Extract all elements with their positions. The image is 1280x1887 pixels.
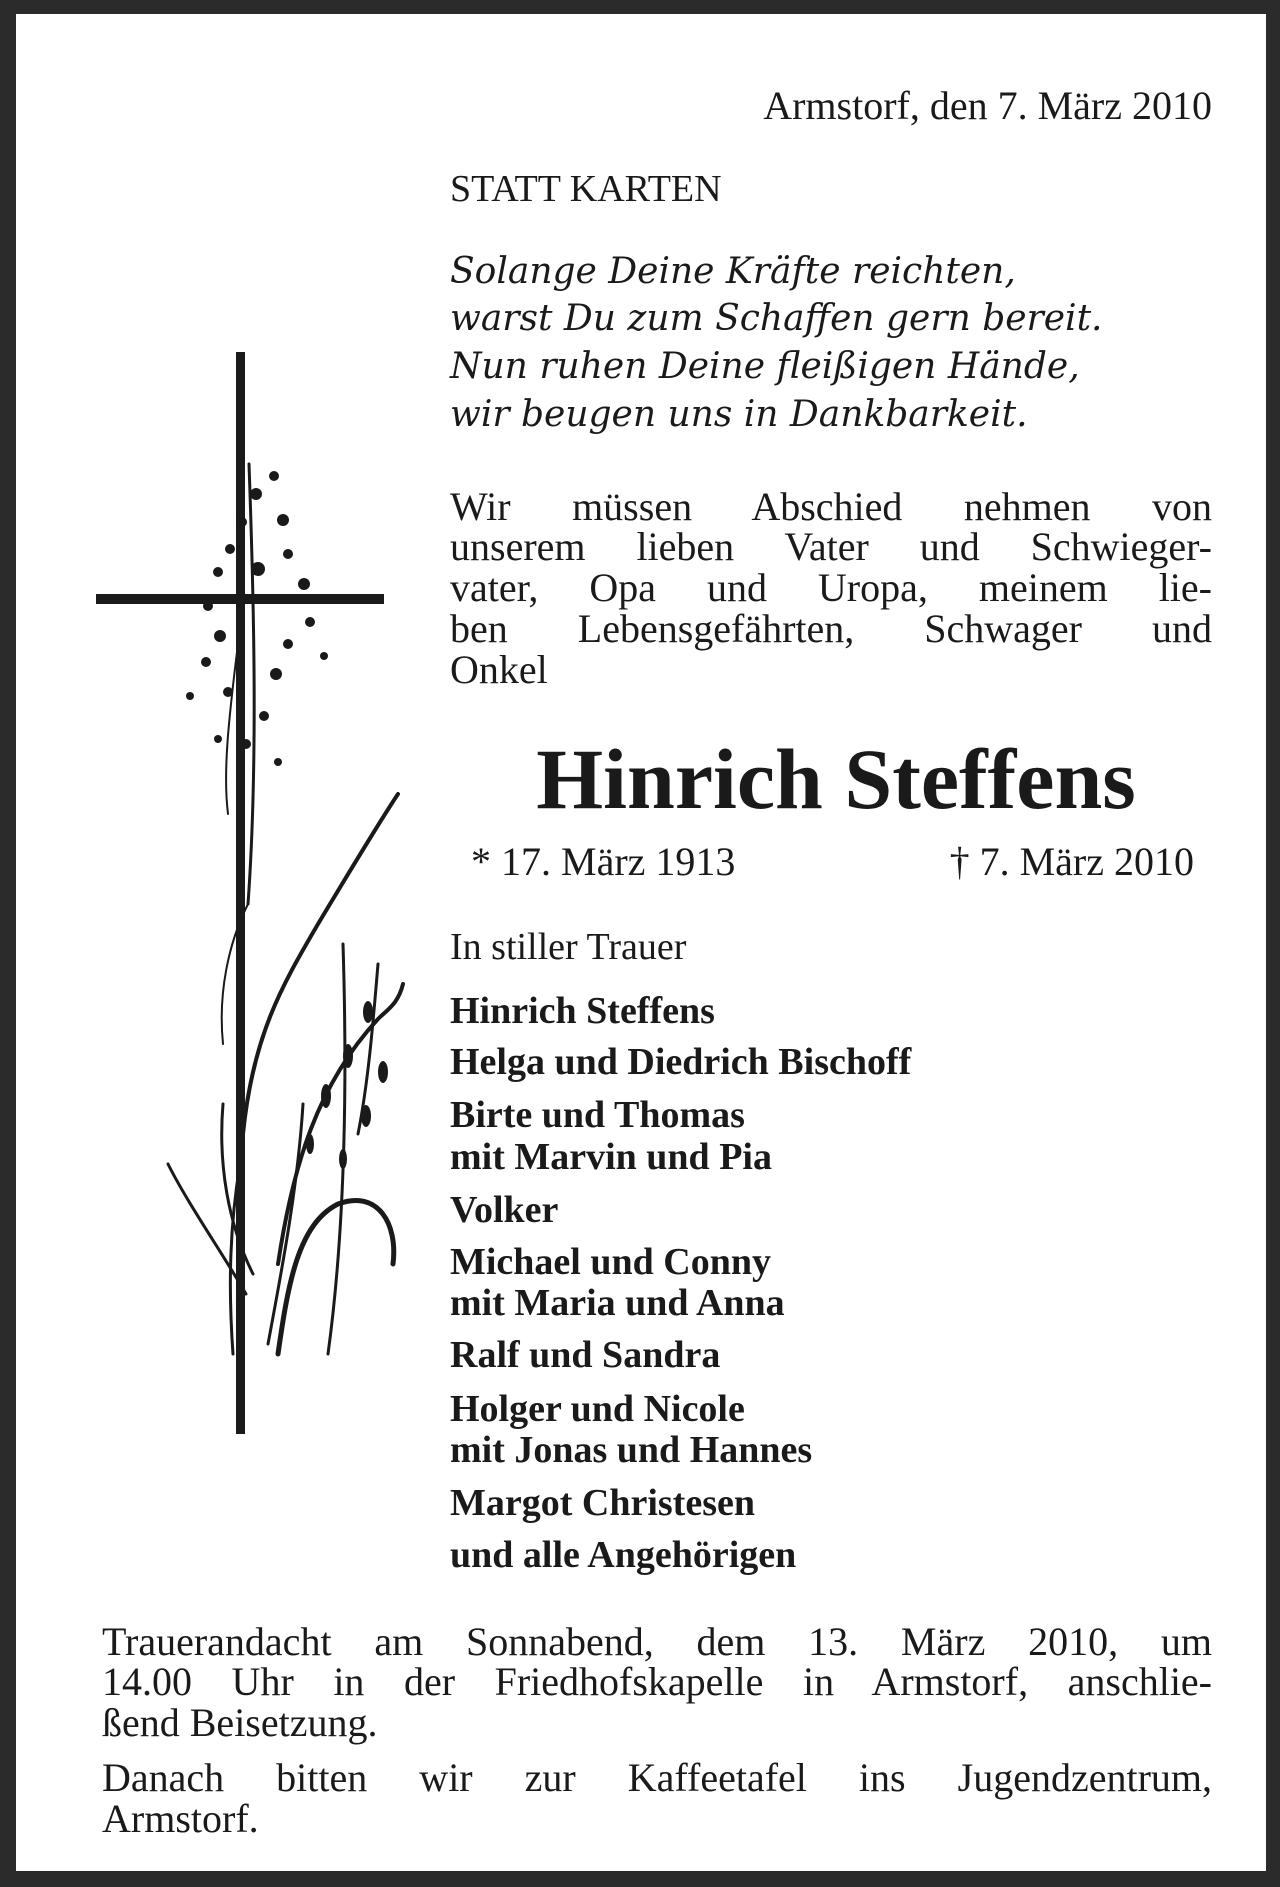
- mourner: und alle Angehörigen: [450, 1534, 797, 1576]
- mourner: Michael und Conny: [450, 1241, 771, 1283]
- deceased-name: Hinrich Steffens: [536, 731, 1136, 827]
- service-line: 14.00 Uhr in der Friedhofskapelle in Armstorf, anschlie-: [102, 1659, 1212, 1704]
- mourner: Helga und Diedrich Bischoff: [450, 1041, 912, 1083]
- poem-line: Nun ruhen Deine fleißigen Hände,: [450, 346, 1080, 387]
- reception-line: Armstorf.: [102, 1796, 259, 1841]
- mourner: mit Maria und Anna: [450, 1282, 785, 1324]
- statt-karten-label: STATT KARTEN: [450, 168, 722, 210]
- mourner: mit Jonas und Hannes: [450, 1429, 813, 1471]
- cross-with-grass-illustration: [78, 344, 408, 1444]
- reception-line: Danach bitten wir zur Kaffeetafel ins Jugendzentrum,: [102, 1755, 1212, 1800]
- mourner: Birte und Thomas: [450, 1094, 745, 1136]
- service-line: Trauerandacht am Sonnabend, dem 13. März 2010, um: [102, 1619, 1212, 1664]
- mourner: Holger und Nicole: [450, 1388, 745, 1430]
- mourner: Margot Christesen: [450, 1482, 755, 1524]
- announcement-line: vater, Opa und Uropa, meinem lie-: [450, 565, 1212, 610]
- poem-line: Solange Deine Kräfte reichten,: [450, 251, 1016, 292]
- death-date: † 7. März 2010: [949, 839, 1194, 884]
- service-line: ßend Beisetzung.: [102, 1700, 378, 1745]
- mourner: Volker: [450, 1189, 559, 1231]
- mourner: mit Marvin und Pia: [450, 1136, 772, 1178]
- mourner: Hinrich Steffens: [450, 990, 715, 1032]
- poem-line: wir beugen uns in Dankbarkeit.: [450, 394, 1028, 435]
- announcement-line: unserem lieben Vater und Schwieger-: [450, 524, 1212, 569]
- grass-icon: [186, 471, 388, 1169]
- announcement-line: ben Lebensgefährten, Schwager und: [450, 606, 1212, 651]
- poem-line: warst Du zum Schaffen gern bereit.: [450, 298, 1103, 339]
- mourner: Ralf und Sandra: [450, 1334, 721, 1376]
- mourning-intro: In stiller Trauer: [450, 926, 687, 968]
- place-date: Armstorf, den 7. März 2010: [763, 83, 1212, 128]
- announcement-line: Wir müssen Abschied nehmen von: [450, 484, 1212, 529]
- cross-icon: [96, 352, 384, 1434]
- announcement-line: Onkel: [450, 647, 548, 692]
- birth-date: * 17. März 1913: [471, 839, 736, 884]
